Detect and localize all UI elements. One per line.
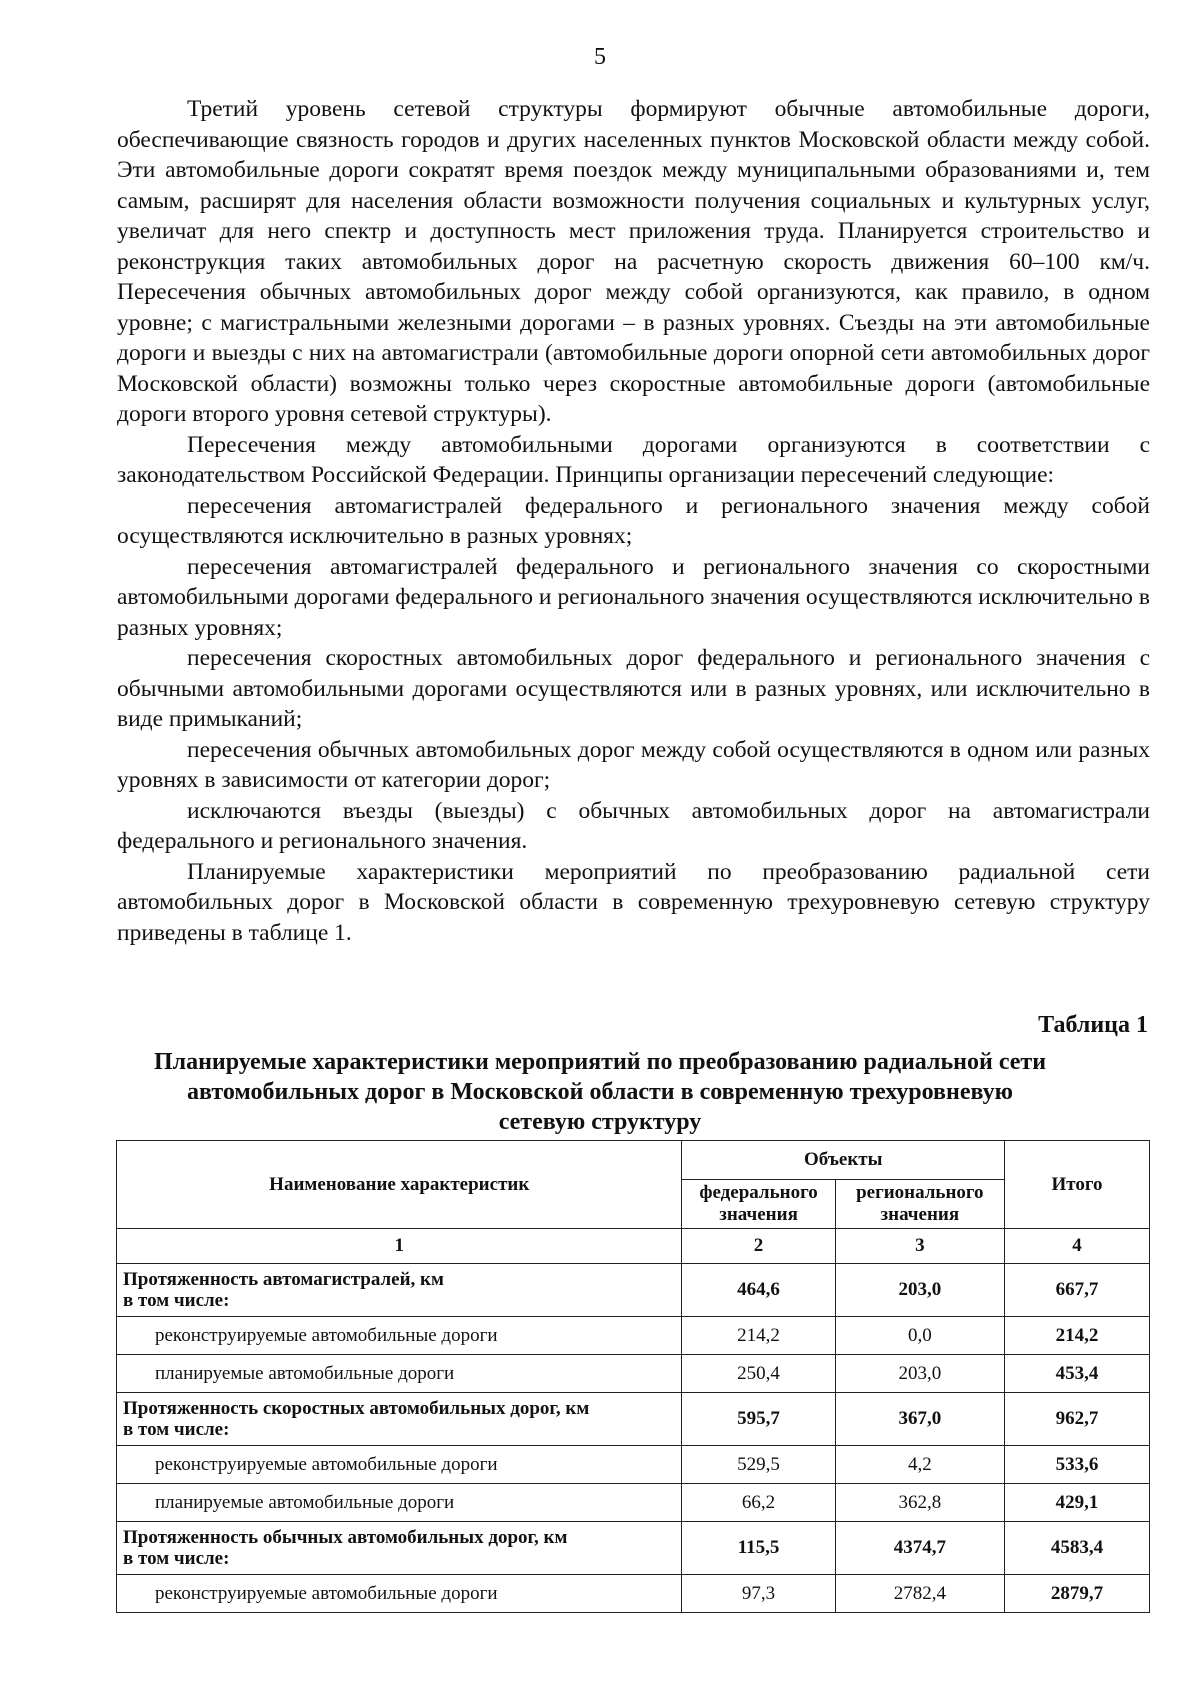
table-header-row bbox=[117, 1141, 1150, 1180]
page-number: 5 bbox=[594, 44, 606, 70]
row-label: планируемые автомобильные дороги bbox=[117, 1484, 682, 1522]
total-value: 2879,7 bbox=[1005, 1575, 1150, 1613]
header-regional-line: регионального bbox=[856, 1182, 984, 1203]
federal-value: 97,3 bbox=[682, 1575, 835, 1613]
paragraph: Третий уровень сетевой структуры формируют обычные автомобильные дороги, обеспечивающие связность городов и других населенных пунктов Московской области между собой. Эти автомобильные дороги сократят время поездок между муниципальными образованиями и, тем самым, расширят для населения области возможности получения социальных и культурных услуг, увеличат для него спектр и доступность мест приложения труда. Планируется строительство и реконструкция таких автомобильных дорог на расчетную скорость движения 60–100 км/ч. Пересечения обычных автомобильных дорог между собой организуются, как правило, в одном уровне; с магистральными железными дорогами – в разных уровнях. Съезды на эти автомобильные дороги и выезды с них на автомагистрали (автомобильные дороги опорной сети автомобильных дорог Московской области) возможны только через скоростные автомобильные дороги (автомобильные дороги второго уровня сетевой структуры). bbox=[117, 96, 1150, 427]
federal-value: 115,5 bbox=[682, 1522, 835, 1575]
caption-line: сетевую структуру bbox=[498, 1109, 702, 1135]
total-value: 214,2 bbox=[1005, 1317, 1150, 1355]
row-label-line: Протяженность обычных автомобильных дорог, км bbox=[123, 1527, 568, 1548]
regional-value: 4,2 bbox=[835, 1446, 1004, 1484]
header-federal-line: федерального bbox=[699, 1182, 818, 1203]
paragraph: пересечения скоростных автомобильных дорог федерального и регионального значения с обычными автомобильными дорогами осуществляются или в разных уровнях, или исключительно в виде примыканий; bbox=[117, 645, 1150, 732]
row-label-line: Протяженность скоростных автомобильных дорог, км bbox=[123, 1398, 590, 1419]
body-text bbox=[117, 94, 1150, 948]
header-federal-line: значения bbox=[719, 1204, 798, 1225]
column-number: 1 bbox=[117, 1229, 682, 1264]
federal-value: 595,7 bbox=[682, 1393, 835, 1446]
paragraph: пересечения автомагистралей федерального и регионального значения со скоростными автомобильными дорогами федерального и регионального значения осуществляются исключительно в разных уровнях; bbox=[117, 553, 1150, 641]
row-label-line: в том числе: bbox=[123, 1419, 230, 1440]
column-number: 2 bbox=[682, 1229, 835, 1264]
regional-value: 367,0 bbox=[835, 1393, 1004, 1446]
total-value: 429,1 bbox=[1005, 1484, 1150, 1522]
total-value: 962,7 bbox=[1005, 1393, 1150, 1446]
header-regional bbox=[835, 1180, 1004, 1229]
total-value: 4583,4 bbox=[1005, 1522, 1150, 1575]
table-row bbox=[117, 1446, 1150, 1484]
table-row bbox=[117, 1575, 1150, 1613]
federal-value: 529,5 bbox=[682, 1446, 835, 1484]
federal-value: 214,2 bbox=[682, 1317, 835, 1355]
table-row bbox=[117, 1317, 1150, 1355]
column-number-row bbox=[117, 1229, 1150, 1264]
federal-value: 250,4 bbox=[682, 1355, 835, 1393]
row-label-line: в том числе: bbox=[123, 1290, 230, 1311]
regional-value: 0,0 bbox=[835, 1317, 1004, 1355]
header-name: Наименование характеристик bbox=[117, 1141, 682, 1229]
header-total: Итого bbox=[1005, 1141, 1150, 1229]
regional-value: 2782,4 bbox=[835, 1575, 1004, 1613]
regional-value: 203,0 bbox=[835, 1264, 1004, 1317]
table-caption bbox=[150, 1047, 1050, 1137]
total-value: 453,4 bbox=[1005, 1355, 1150, 1393]
table-row bbox=[117, 1355, 1150, 1393]
row-label-line: в том числе: bbox=[123, 1548, 230, 1569]
table-row bbox=[117, 1393, 1150, 1446]
table-row bbox=[117, 1484, 1150, 1522]
header-federal bbox=[682, 1180, 835, 1229]
regional-value: 4374,7 bbox=[835, 1522, 1004, 1575]
row-label bbox=[117, 1264, 682, 1317]
row-label: реконструируемые автомобильные дороги bbox=[117, 1317, 682, 1355]
header-objects: Объекты bbox=[682, 1141, 1005, 1180]
row-label: планируемые автомобильные дороги bbox=[117, 1355, 682, 1393]
paragraph: Планируемые характеристики мероприятий по преобразованию радиальной сети автомобильных дорог в Московской области в современную трехуровневую сетевую структуру приведены в таблице 1. bbox=[117, 858, 1150, 946]
regional-value: 362,8 bbox=[835, 1484, 1004, 1522]
row-label bbox=[117, 1522, 682, 1575]
federal-value: 66,2 bbox=[682, 1484, 835, 1522]
row-label: реконструируемые автомобильные дороги bbox=[117, 1575, 682, 1613]
caption-line: Планируемые характеристики мероприятий по преобразованию радиальной сети bbox=[153, 1049, 1047, 1075]
row-label-line: Протяженность автомагистралей, км bbox=[123, 1269, 444, 1290]
table-label: Таблица 1 bbox=[1038, 1012, 1148, 1038]
column-number: 4 bbox=[1005, 1229, 1150, 1264]
paragraph: пересечения автомагистралей федерального и регионального значения между собой осуществляются исключительно в разных уровнях; bbox=[117, 492, 1150, 549]
federal-value: 464,6 bbox=[682, 1264, 835, 1317]
paragraph: Пересечения между автомобильными дорогами организуются в соответствии с законодательством Российской Федерации. Принципы организации пересечений следующие: bbox=[117, 431, 1150, 488]
column-number: 3 bbox=[835, 1229, 1004, 1264]
table-row bbox=[117, 1264, 1150, 1317]
paragraph: исключаются въезды (выезды) с обычных автомобильных дорог на автомагистрали федерального и регионального значения. bbox=[117, 797, 1150, 854]
caption-line: автомобильных дорог в Московской области в современную трехуровневую bbox=[187, 1079, 1013, 1105]
row-label: реконструируемые автомобильные дороги bbox=[117, 1446, 682, 1484]
total-value: 667,7 bbox=[1005, 1264, 1150, 1317]
row-label bbox=[117, 1393, 682, 1446]
header-regional-line: значения bbox=[880, 1204, 960, 1225]
paragraph: пересечения обычных автомобильных дорог между собой осуществляются в одном или разных уровнях в зависимости от категории дорог; bbox=[117, 736, 1150, 793]
regional-value: 203,0 bbox=[835, 1355, 1004, 1393]
table-row bbox=[117, 1522, 1150, 1575]
characteristics-table bbox=[116, 1140, 1150, 1613]
total-value: 533,6 bbox=[1005, 1446, 1150, 1484]
